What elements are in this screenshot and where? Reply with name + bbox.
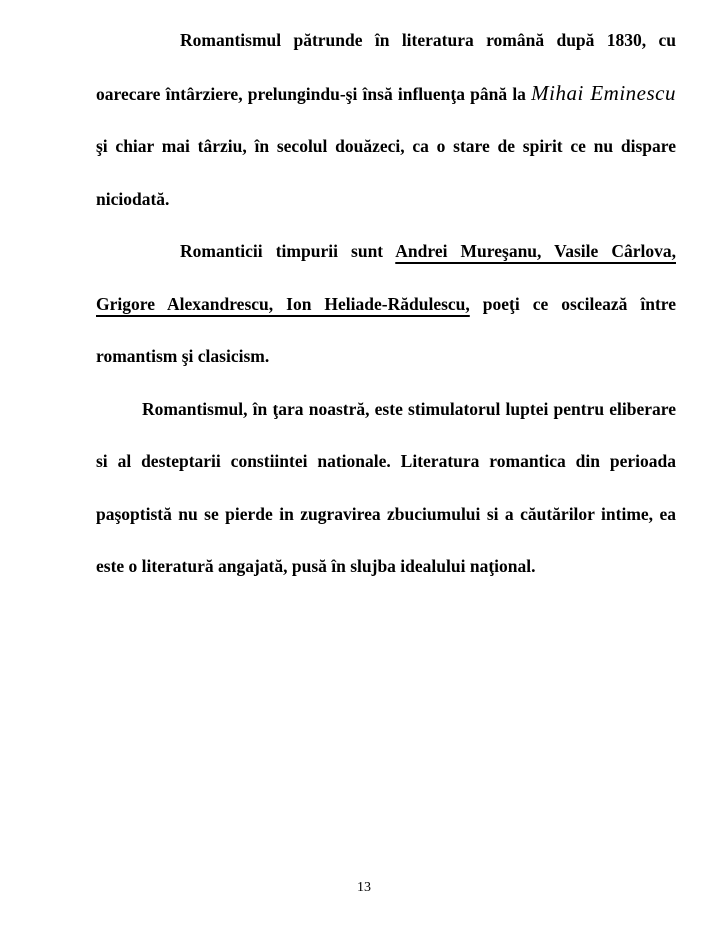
paragraph-romantism-role xyxy=(96,383,676,593)
body-text xyxy=(96,14,676,593)
paragraph-2-text-end: poeţi ce oscilează între romantism şi clasicism. xyxy=(96,293,676,366)
paragraph-2-text-start: Romanticii timpurii sunt xyxy=(180,241,396,261)
paragraph-early-romantics xyxy=(96,225,676,383)
paragraph-1-text-end: şi chiar mai târziu, în secolul douăzeci, ca o stare de spirit ce nu dispare niciodată. xyxy=(96,136,676,209)
early-romantic-poets-names: Andrei Mureşanu, Vasile Cârlova, Grigore Alexandrescu, Ion Heliade-Rădulescu, xyxy=(96,241,676,314)
paragraph-3-text: Romantismul, în ţara noastră, este stimulatorul luptei pentru eliberare si al desteptarii constiintei nationale. Literatura romantica din perioada paşoptistă nu se pierde in zugravirea zbuciumului si a căutărilor intime, ea este o literatură angajată, pusă în slujba idealului naţional. xyxy=(96,398,676,576)
paragraph-1-text-start: Romantismul pătrunde în literatura română după 1830, cu oarecare întârziere, prelungindu-şi însă influenţa până la xyxy=(96,30,676,104)
page-number: 13 xyxy=(357,880,371,895)
paragraph-romantism-intro xyxy=(96,14,676,225)
author-name-eminescu: Mihai Eminescu xyxy=(531,80,676,105)
